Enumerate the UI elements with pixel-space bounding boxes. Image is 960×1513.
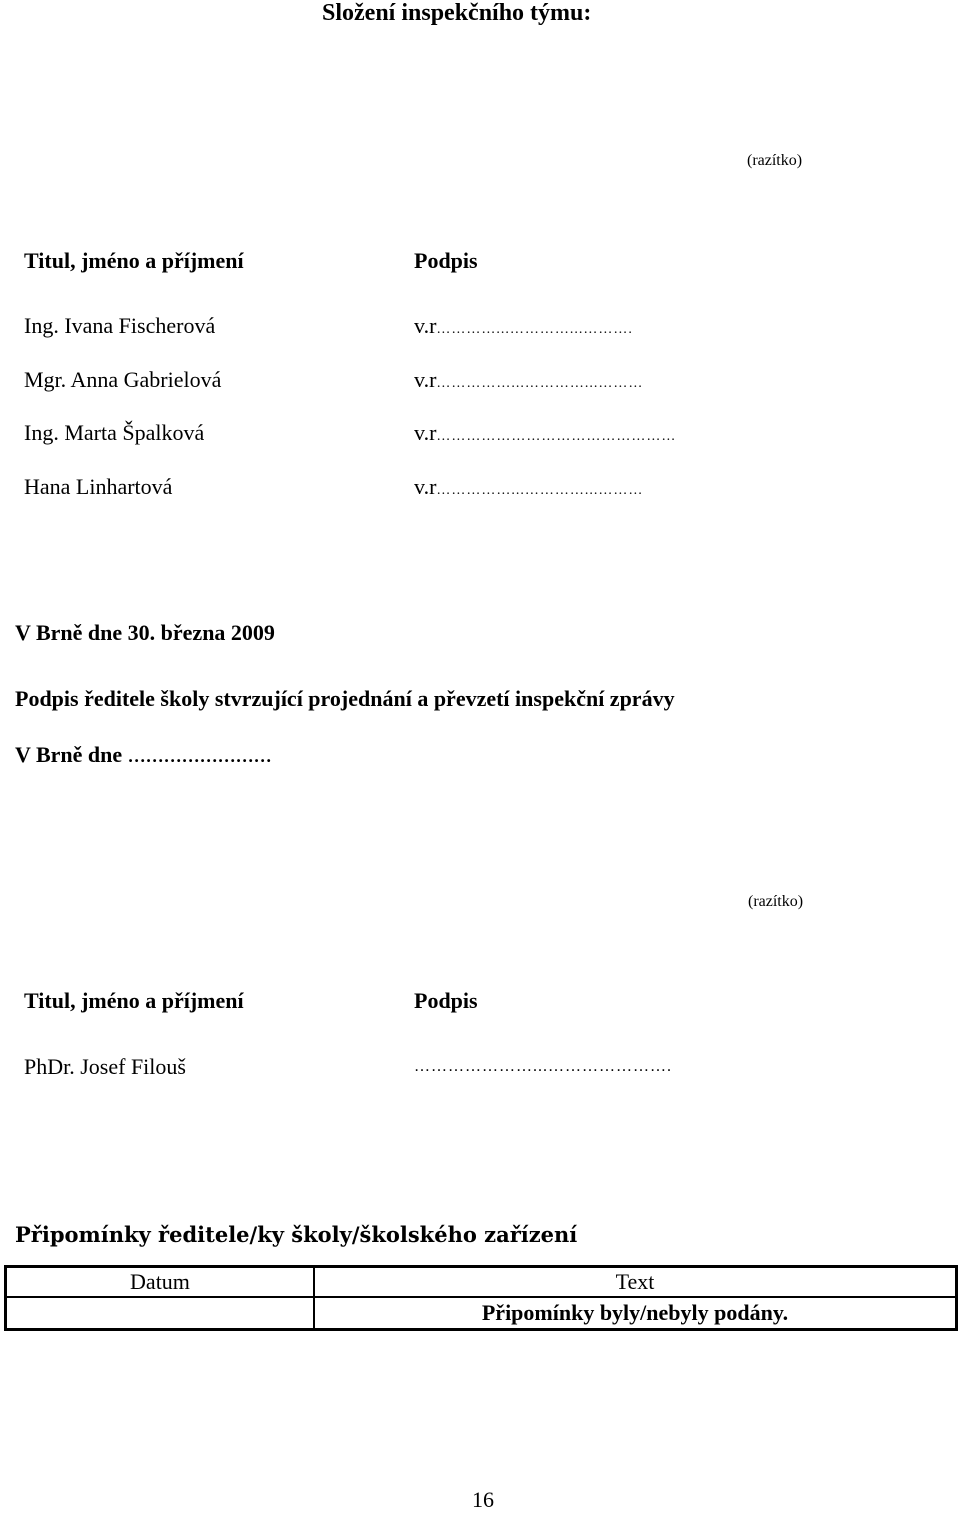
signature-dots: …………...…………...………. — [436, 322, 633, 337]
remarks-table — [4, 1265, 958, 1331]
director-signature-column-header: Podpis — [414, 988, 478, 1013]
remarks-date-cell — [6, 1297, 315, 1330]
signature-vr: v.r — [414, 474, 437, 499]
signature-dots: ……………...…………...……… — [436, 483, 644, 498]
place-date-prefix: V Brně dne — [15, 742, 123, 767]
text-column-header: Text — [314, 1267, 957, 1298]
remarks-heading: Připomínky ředitele/ky školy/školského zařízení — [15, 1222, 578, 1247]
signature-dots: ……………...…………...……… — [436, 376, 644, 391]
stamp-label-director: (razítko) — [748, 893, 804, 910]
team-signature-column-header: Podpis — [414, 248, 478, 273]
signature-vr: v.r — [414, 420, 437, 445]
signature-dots: ………………………………………… — [436, 429, 677, 444]
remarks-text-cell: Připomínky byly/nebyly podány. — [314, 1297, 957, 1330]
place-date-blank: …………………… — [127, 746, 272, 766]
team-member-signature — [414, 367, 643, 393]
stamp-label-team: (razítko) — [747, 152, 803, 169]
date-column-header: Datum — [6, 1267, 315, 1298]
director-signature-heading: Podpis ředitele školy stvrzující projednání a převzetí inspekční zprávy — [15, 686, 675, 711]
team-name-column-header: Titul, jméno a příjmení — [24, 248, 244, 273]
page-number: 16 — [472, 1487, 494, 1512]
team-member-name: Hana Linhartová — [24, 474, 173, 499]
team-member-name: Mgr. Anna Gabrielová — [24, 367, 222, 392]
signature-vr: v.r — [414, 367, 437, 392]
team-member-signature — [414, 420, 676, 446]
team-member-name: Ing. Ivana Fischerová — [24, 313, 216, 338]
signature-vr: v.r — [414, 313, 437, 338]
remarks-table-header-row — [6, 1267, 957, 1298]
place-date: V Brně dne 30. března 2009 — [15, 620, 275, 645]
team-member-name: Ing. Marta Špalková — [24, 420, 205, 445]
table-row — [6, 1297, 957, 1330]
page-title: Složení inspekčního týmu: — [322, 0, 592, 26]
team-member-signature — [414, 313, 633, 339]
director-name: PhDr. Josef Filouš — [24, 1054, 186, 1079]
director-place-date — [15, 742, 272, 768]
director-signature-blank: …………………...…………………. — [414, 1058, 672, 1075]
team-member-signature — [414, 474, 643, 500]
director-name-column-header: Titul, jméno a příjmení — [24, 988, 244, 1013]
